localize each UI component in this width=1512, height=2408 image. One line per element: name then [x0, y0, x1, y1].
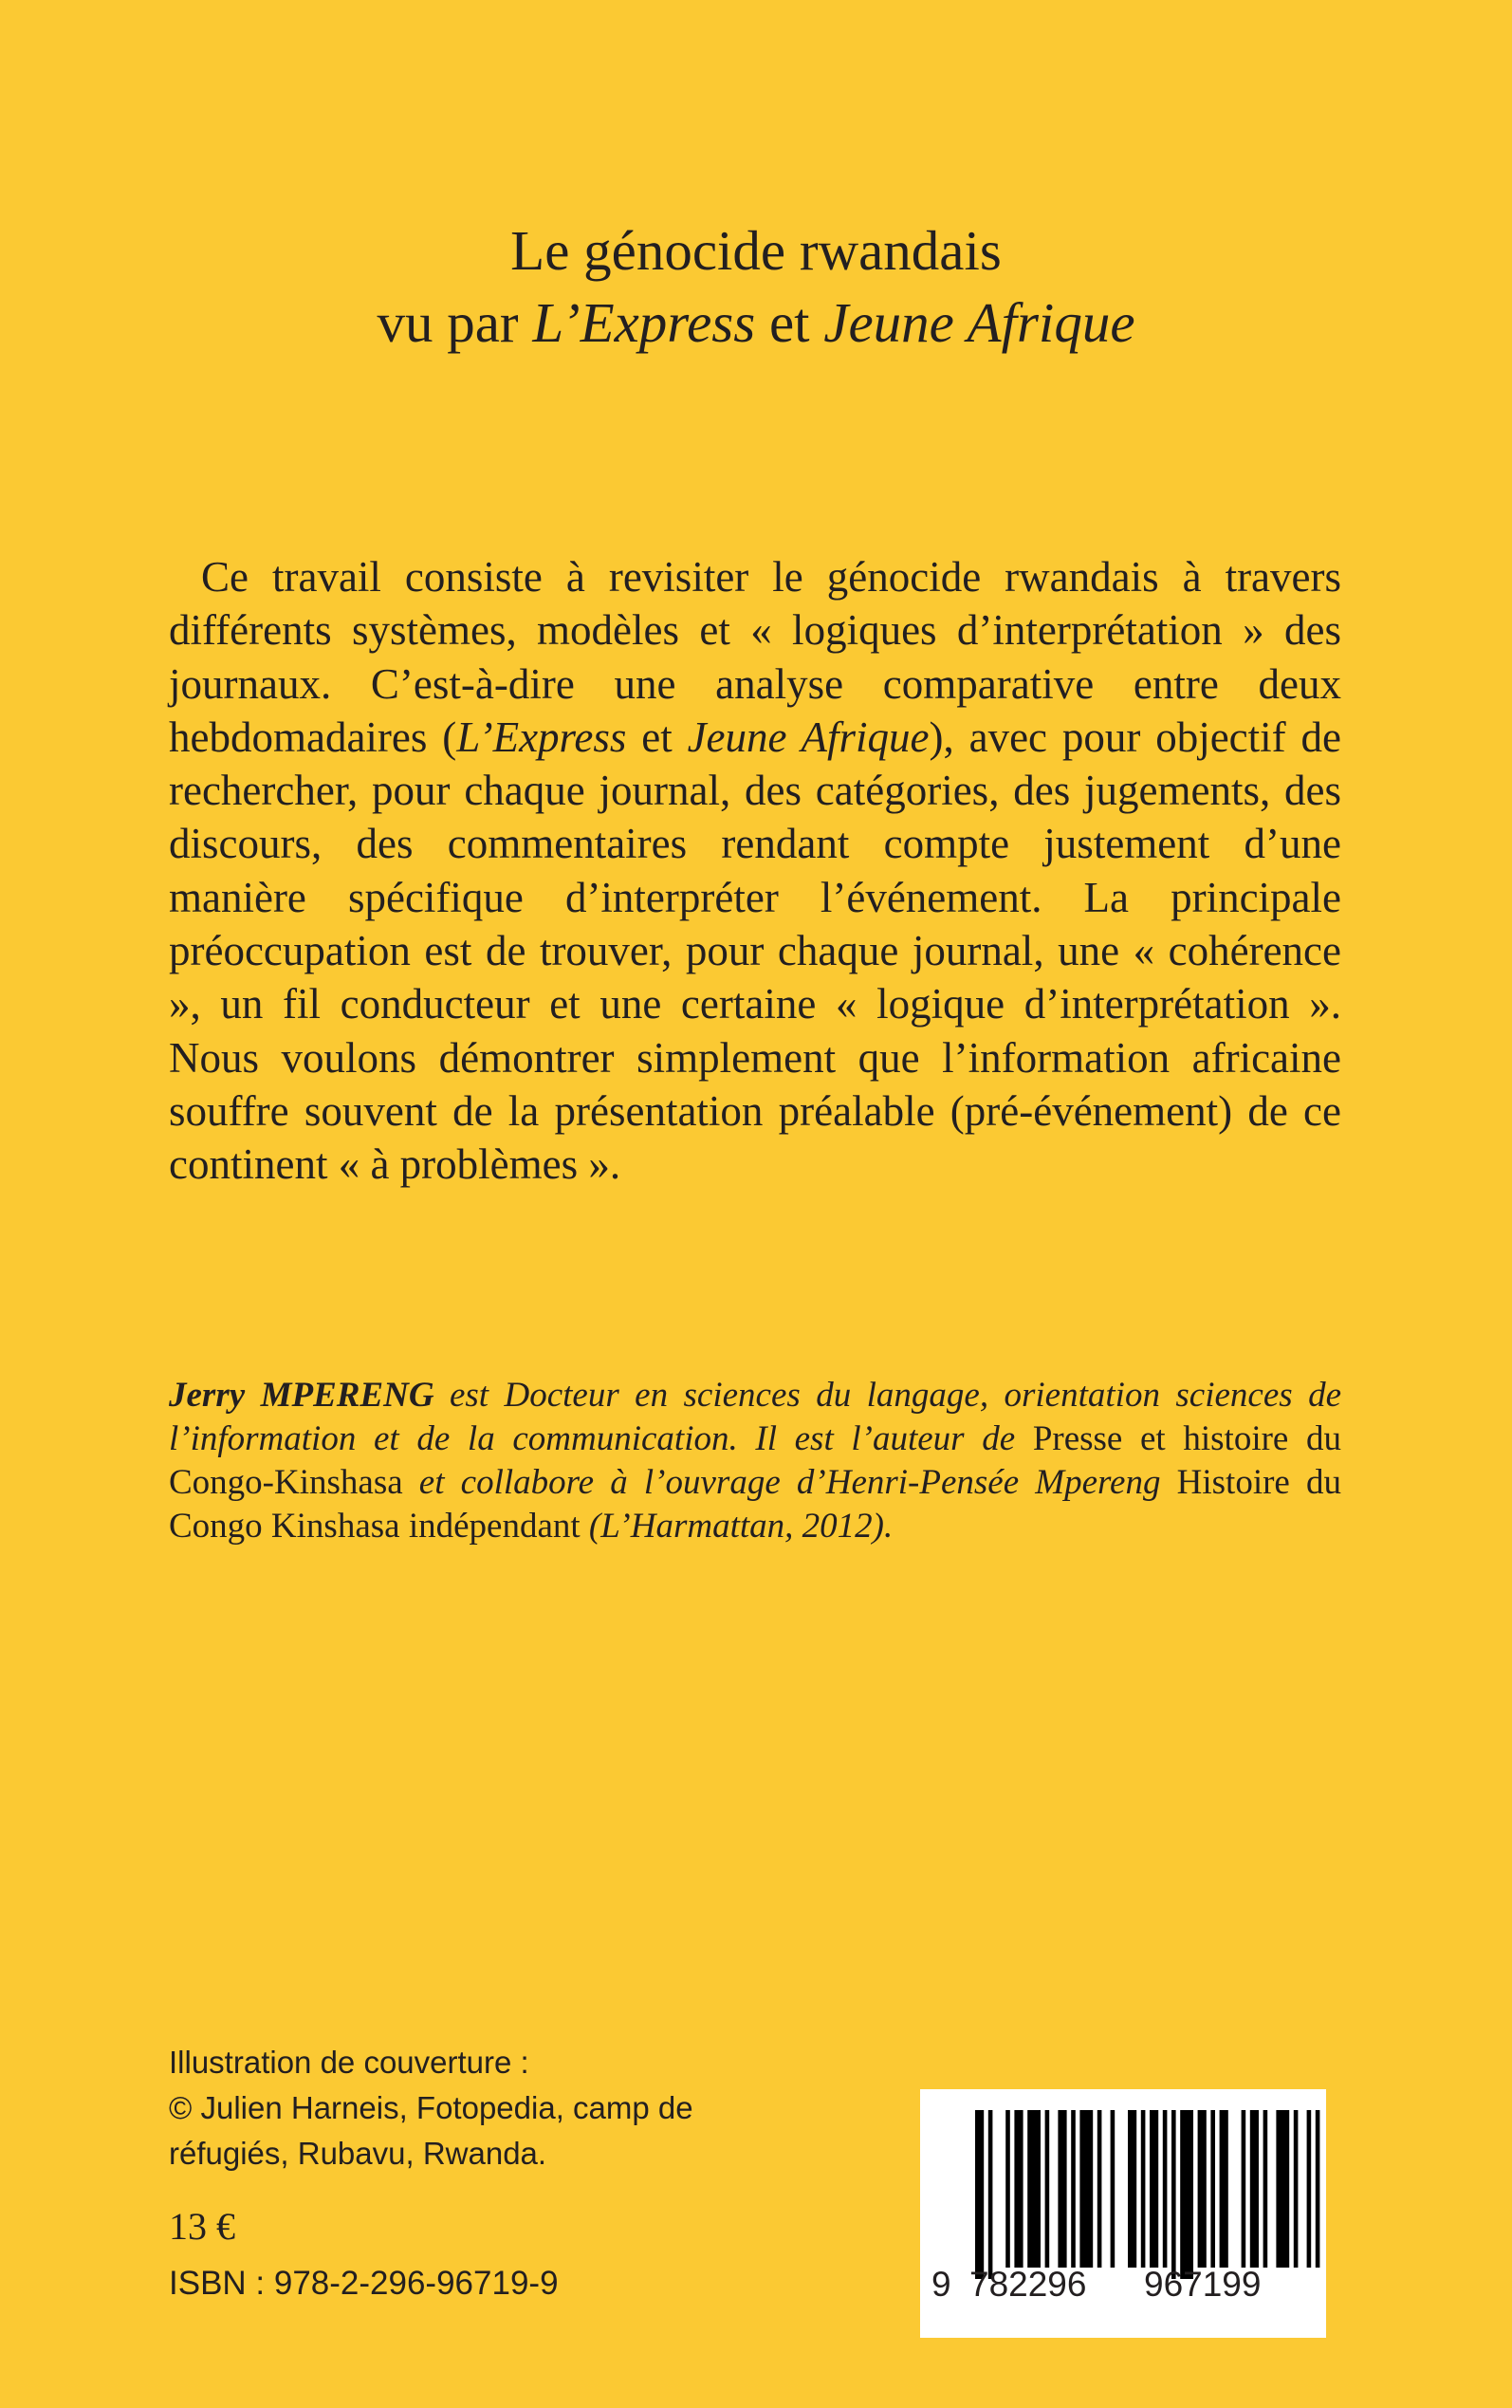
- barcode-bar: [975, 2110, 984, 2279]
- barcode-bar: [1058, 2110, 1066, 2268]
- barcode-bar: [1005, 2110, 1010, 2268]
- barcode-bar: [1180, 2110, 1193, 2279]
- barcode-first-digit: 9: [931, 2265, 951, 2304]
- barcode-group-1: 782296: [969, 2265, 1087, 2304]
- author-name: Jerry MPERENG: [169, 1376, 434, 1415]
- barcode-bar: [1316, 2110, 1320, 2268]
- barcode-bar: [1027, 2110, 1041, 2268]
- barcode-bar: [1128, 2110, 1136, 2268]
- author-bio: [169, 1374, 1341, 1548]
- credit-line-3: réfugiés, Rubavu, Rwanda.: [169, 2136, 547, 2171]
- title-conjunction: et: [755, 291, 824, 354]
- barcode-bar: [988, 2110, 993, 2279]
- barcode-bar: [1242, 2110, 1246, 2268]
- bio-text-3: (L’Harmattan, 2012).: [580, 1507, 894, 1546]
- bio-text-1: est Docteur en sciences du langage, orientation sciences de l’information et de la communication. Il est l’auteur de: [169, 1376, 1341, 1458]
- book-title-line-2: [0, 287, 1512, 359]
- barcode-bar: [1307, 2110, 1312, 2268]
- barcode-bar: [1071, 2110, 1076, 2268]
- credit-line-1: Illustration de couverture :: [169, 2045, 529, 2080]
- barcode-bar: [1210, 2110, 1215, 2268]
- isbn: ISBN : 978-2-296-96719-9: [169, 2265, 559, 2302]
- barcode-bar: [1079, 2110, 1093, 2268]
- book-title-line-1: Le génocide rwandais: [510, 219, 1002, 282]
- barcode-bar: [1141, 2110, 1146, 2268]
- barcode-bar: [1111, 2110, 1116, 2268]
- barcode-bar: [1163, 2110, 1168, 2268]
- bio-text-2: et collabore à l’ouvrage d’Henri-Pensée Mpereng: [402, 1463, 1177, 1502]
- summary-publication-1: L’Express: [456, 713, 627, 761]
- credit-line-2: © Julien Harneis, Fotopedia, camp de: [169, 2090, 693, 2125]
- barcode-bar: [1045, 2110, 1050, 2268]
- barcode-bar: [1014, 2110, 1023, 2268]
- barcode-bar: [1220, 2110, 1228, 2268]
- price: 13 €: [169, 2205, 235, 2248]
- title-prefix: vu par: [377, 291, 533, 354]
- summary-publication-2: Jeune Afrique: [687, 713, 930, 761]
- summary-paragraph: [169, 550, 1341, 1192]
- book-summary: [169, 550, 1341, 1192]
- bio-book-1: Presse et histoire du Congo-Kinshasa: [169, 1419, 1341, 1502]
- summary-text-1: Ce travail consiste à revisiter le génocide rwandais à travers différents systèmes, modèles et « logiques d’interprétation » des journaux. C’est-à-dire une analyse comparative entre deux hebdomadaires (: [169, 553, 1341, 761]
- barcode-bar: [1294, 2110, 1299, 2268]
- title-publication-2: Jeune Afrique: [823, 291, 1135, 354]
- barcode-bar: [1276, 2110, 1289, 2268]
- barcode-bar: [1097, 2110, 1102, 2268]
- barcode-bar: [1150, 2110, 1158, 2268]
- barcode-bar: [1198, 2110, 1207, 2268]
- barcode-bar: [1171, 2110, 1176, 2279]
- summary-text-2: ), avec pour objectif de rechercher, pour chaque journal, des catégories, des jugements, des discours, des commentaires rendant compte justement d’une manière spécifique d’interpréter l’événement. La principale préoccupation est de trouver, pour chaque journal, une « cohérence », un fil conducteur et une certaine « logique d’interprétation ». Nous voulons démontrer simplement que l’information africaine souffre souvent de la présentation préalable (pré-événement) de ce continent « à problèmes ».: [169, 713, 1341, 1189]
- title-publication-1: L’Express: [532, 291, 756, 354]
- illustration-credit: [169, 2040, 693, 2176]
- bio-book-2: Histoire du Congo Kinshasa indépendant: [169, 1463, 1341, 1546]
- barcode-bar: [1263, 2110, 1268, 2268]
- barcode-group-2: 967199: [1144, 2265, 1262, 2304]
- summary-conjunction: et: [626, 713, 688, 761]
- barcode-bar: [1250, 2110, 1259, 2268]
